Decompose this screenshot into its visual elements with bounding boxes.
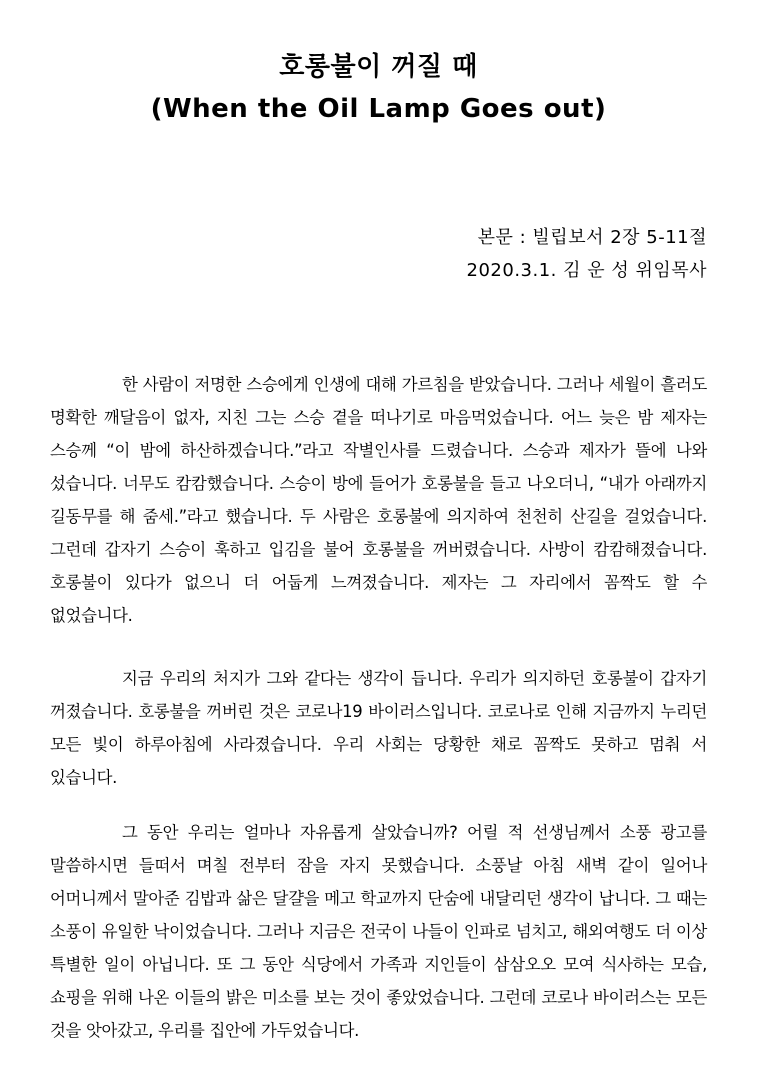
sermon-title: 호롱불이 꺼질 때 <box>279 52 478 82</box>
scripture-passage: 본문 : 빌립보서 2장 5-11절 <box>477 227 707 248</box>
date-author-line: 2020.3.1. 김 운 성 위임목사 <box>466 260 707 281</box>
body-paragraph-2: 지금 우리의 처지가 그와 같다는 생각이 듭니다. 우리가 의지하던 호롱불이 갑자기 꺼졌습니다. 호롱불을 꺼버린 것은 코로나19 바이러스입니다. 코로나로 인해 지금까지 누리던 모든 빛이 하루아침에 사라졌습니다. 우리 사회는 당황한 채로 꼼짝도 못하고 멈춰 서 있습니다. <box>50 669 707 788</box>
sermon-subtitle-english: (When the Oil Lamp Goes out) <box>150 94 607 124</box>
body-paragraph-1: 한 사람이 저명한 스승에게 인생에 대해 가르침을 받았습니다. 그러나 세월이 흘러도 명확한 깨달음이 없자, 지친 그는 스승 곁을 떠나기로 마음먹었습니다. 어느 늦은 밤 제자는 스승께 “이 밤에 하산하겠습니다.”라고 작별인사를 드렸습니다. 스승과 제자가 뜰에 나와 섰습니다. 너무도 캄캄했습니다. 스승이 방에 들어가 호롱불을 들고 나오더니, “내가 아래까지 길동무를 해 줌세.”라고 했습니다. 두 사람은 호롱불에 의지하여 천천히 산길을 걸었습니다. 그런데 갑자기 스승이 훅하고 입김을 불어 호롱불을 꺼버렸습니다. 사방이 캄캄해졌습니다. 호롱불이 있다가 없으니 더 어둡게 느껴졌습니다. 제자는 그 자리에서 꼼짝도 할 수 없었습니다. <box>50 375 707 626</box>
body-paragraph-3: 그 동안 우리는 얼마나 자유롭게 살았습니까? 어릴 적 선생님께서 소풍 광고를 말씀하시면 들떠서 며칠 전부터 잠을 자지 못했습니다. 소풍날 아침 새벽 같이 일어나 어머니께서 말아준 김밥과 삶은 달걀을 메고 학교까지 단숨에 내달리던 생각이 납니다. 그 때는 소풍이 유일한 낙이었습니다. 그러나 지금은 전국이 나들이 인파로 넘치고, 해외여행도 더 이상 특별한 일이 아닙니다. 또 그 동안 식당에서 가족과 지인들이 삼삼오오 모여 식사하는 모습, 쇼핑을 위해 나온 이들의 밝은 미소를 보는 것이 좋았었습니다. 그런데 코로나 바이러스는 모든 것을 앗아갔고, 우리를 집안에 가두었습니다. <box>50 823 707 1041</box>
